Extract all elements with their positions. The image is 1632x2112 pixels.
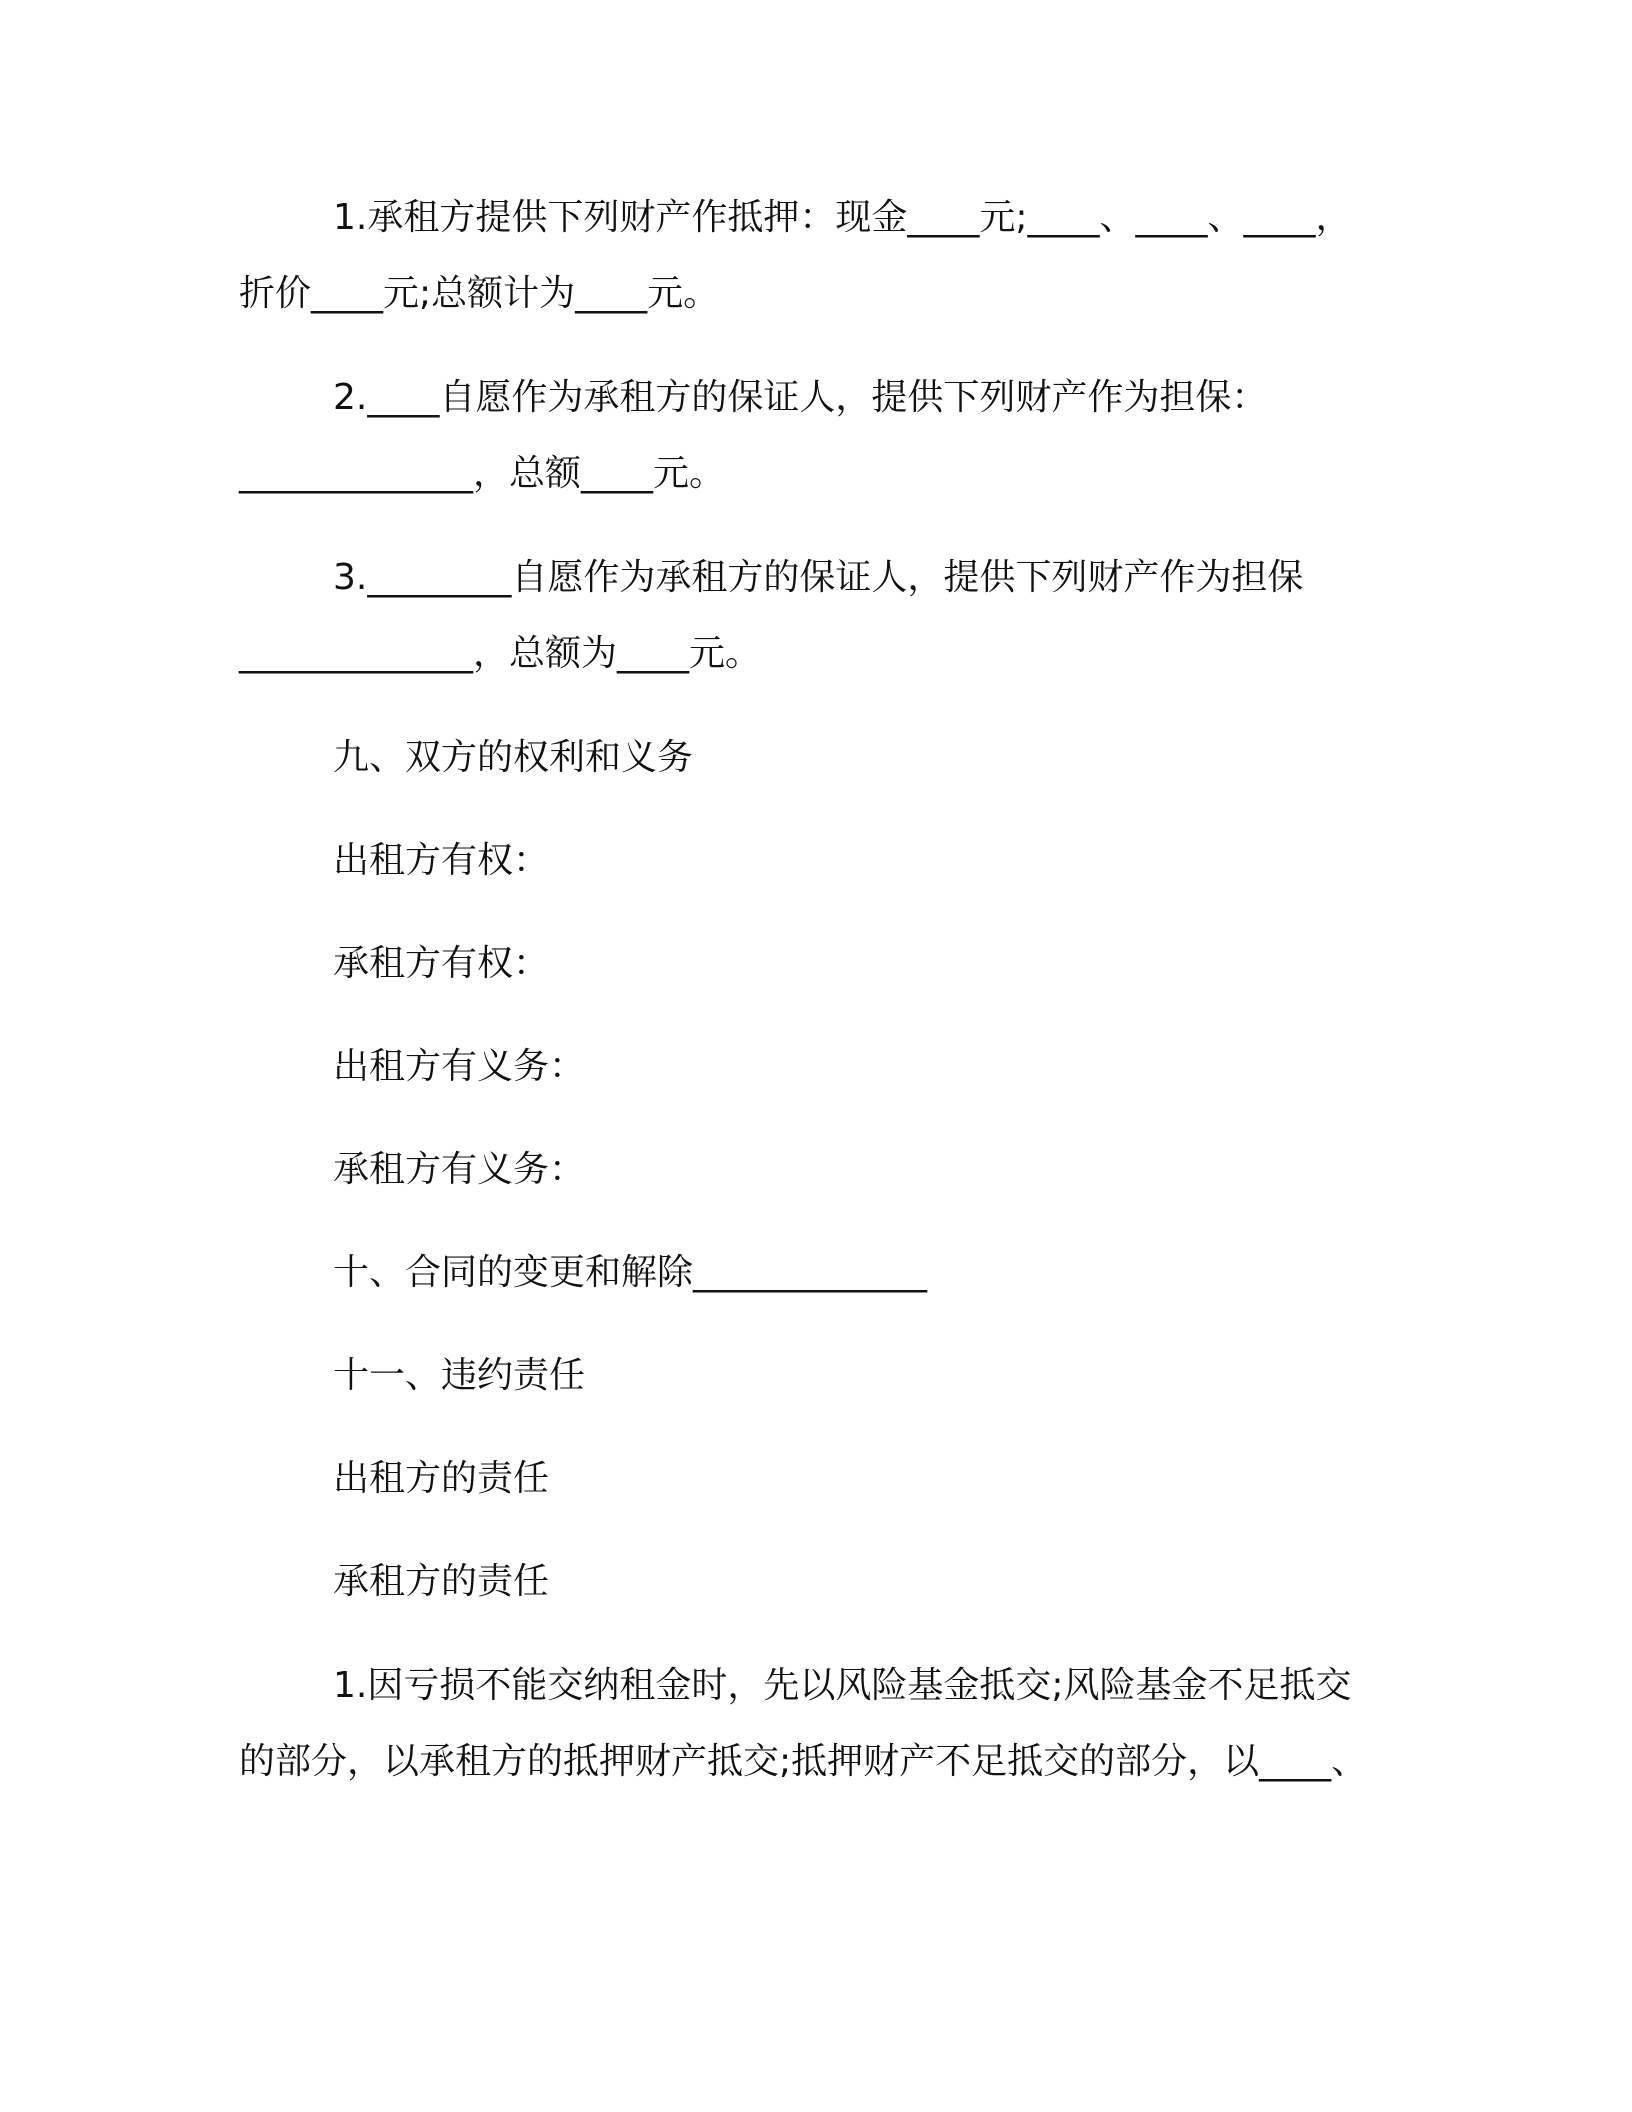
clause-1-collateral-cont: 折价____元;总额计为____元。 — [239, 273, 720, 314]
clause-2-guarantor: 2.____自愿作为承租方的保证人，提供下列财产作为担保： — [333, 377, 1268, 418]
lessor-rights: 出租方有权： — [333, 840, 550, 881]
lessee-obligations: 承租方有义务： — [333, 1149, 586, 1190]
lessor-obligations: 出租方有义务： — [333, 1046, 586, 1087]
section-10-heading: 十、合同的变更和解除_____________ — [333, 1252, 928, 1293]
lessee-liability: 承租方的责任 — [333, 1561, 550, 1602]
section-11-heading: 十一、违约责任 — [333, 1355, 586, 1396]
lessor-liability: 出租方的责任 — [333, 1458, 550, 1499]
lessee-rights: 承租方有权： — [333, 943, 550, 984]
clause-3-guarantor: 3.________自愿作为承租方的保证人，提供下列财产作为担保 — [333, 557, 1304, 598]
clause-3-guarantor-cont: _____________，总额为____元。 — [239, 633, 762, 674]
clause-2-guarantor-cont: _____________，总额____元。 — [239, 453, 726, 494]
liability-clause-1: 1.因亏损不能交纳租金时，先以风险基金抵交;风险基金不足抵交 — [333, 1665, 1352, 1706]
clause-1-collateral: 1.承租方提供下列财产作抵押：现金____元;____、____、____， — [333, 197, 1352, 238]
liability-clause-1-cont: 的部分，以承租方的抵押财产抵交;抵押财产不足抵交的部分，以____、 — [239, 1741, 1368, 1782]
section-9-heading: 九、双方的权利和义务 — [333, 737, 694, 778]
